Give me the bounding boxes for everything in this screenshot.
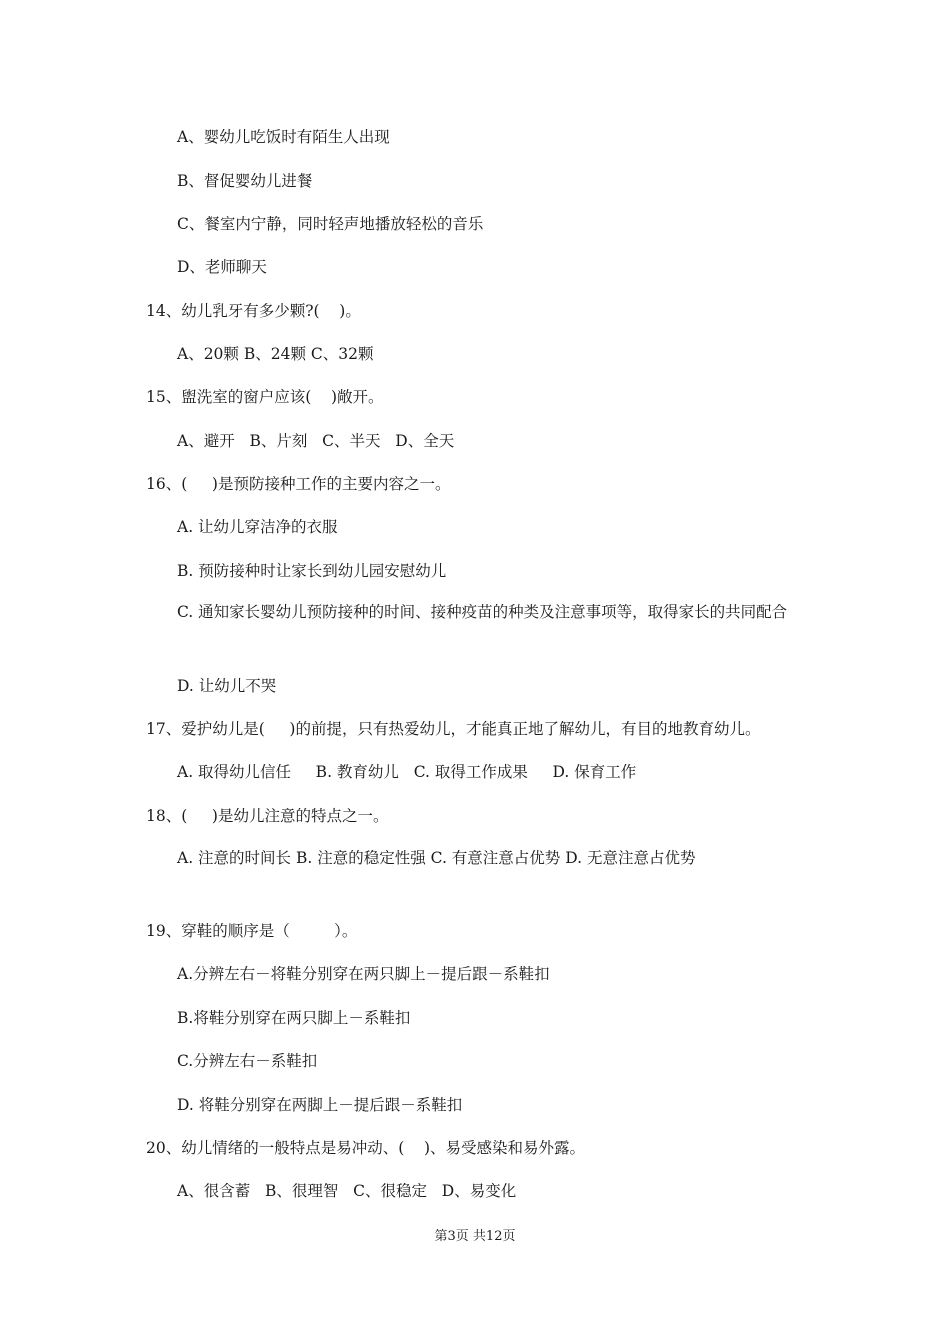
q16-option-c: C. 通知家长婴幼儿预防接种的时间、接种疫苗的种类及注意事项等，取得家长的共同配合 (177, 603, 788, 621)
q13-option-d: D、老师聊天 (177, 258, 267, 276)
q19-option-d: D. 将鞋分别穿在两脚上－提后跟－系鞋扣 (177, 1096, 463, 1114)
q19-option-a: A.分辨左右－将鞋分别穿在两只脚上－提后跟－系鞋扣 (177, 965, 550, 983)
q15-question: 15、盥洗室的窗户应该( )敞开。 (146, 388, 384, 406)
q18-question: 18、( )是幼儿注意的特点之一。 (146, 807, 389, 825)
q13-option-a: A、婴幼儿吃饭时有陌生人出现 (177, 128, 390, 146)
q20-options: A、很含蓄 B、很理智 C、很稳定 D、易变化 (177, 1182, 517, 1200)
q14-question: 14、幼儿乳牙有多少颗?( )。 (146, 302, 361, 320)
q19-option-b: B.将鞋分别穿在两只脚上－系鞋扣 (177, 1009, 411, 1027)
q16-option-b: B. 预防接种时让家长到幼儿园安慰幼儿 (177, 562, 447, 580)
q20-question: 20、幼儿情绪的一般特点是易冲动、( )、易受感染和易外露。 (146, 1139, 586, 1157)
q19-question: 19、穿鞋的顺序是（ ）。 (146, 922, 358, 940)
q17-options: A. 取得幼儿信任 B. 教育幼儿 C. 取得工作成果 D. 保育工作 (177, 763, 637, 781)
q19-option-c: C.分辨左右－系鞋扣 (177, 1052, 318, 1070)
q17-question: 17、爱护幼儿是( )的前提，只有热爱幼儿，才能真正地了解幼儿，有目的地教育幼儿。 (146, 720, 761, 738)
page-number-footer: 第3页 共12页 (434, 1229, 516, 1244)
q14-options: A、20颗 B、24颗 C、32颗 (177, 345, 374, 363)
q13-option-b: B、督促婴幼儿进餐 (177, 172, 313, 190)
q16-question: 16、( )是预防接种工作的主要内容之一。 (146, 475, 451, 493)
q16-option-a: A. 让幼儿穿洁净的衣服 (177, 518, 338, 536)
q16-option-d: D. 让幼儿不哭 (177, 677, 277, 695)
q18-options: A. 注意的时间长 B. 注意的稳定性强 C. 有意注意占优势 D. 无意注意占优势 (177, 849, 696, 867)
q15-options: A、避开 B、片刻 C、半天 D、全天 (177, 432, 455, 450)
q13-option-c: C、餐室内宁静，同时轻声地播放轻松的音乐 (177, 215, 484, 233)
